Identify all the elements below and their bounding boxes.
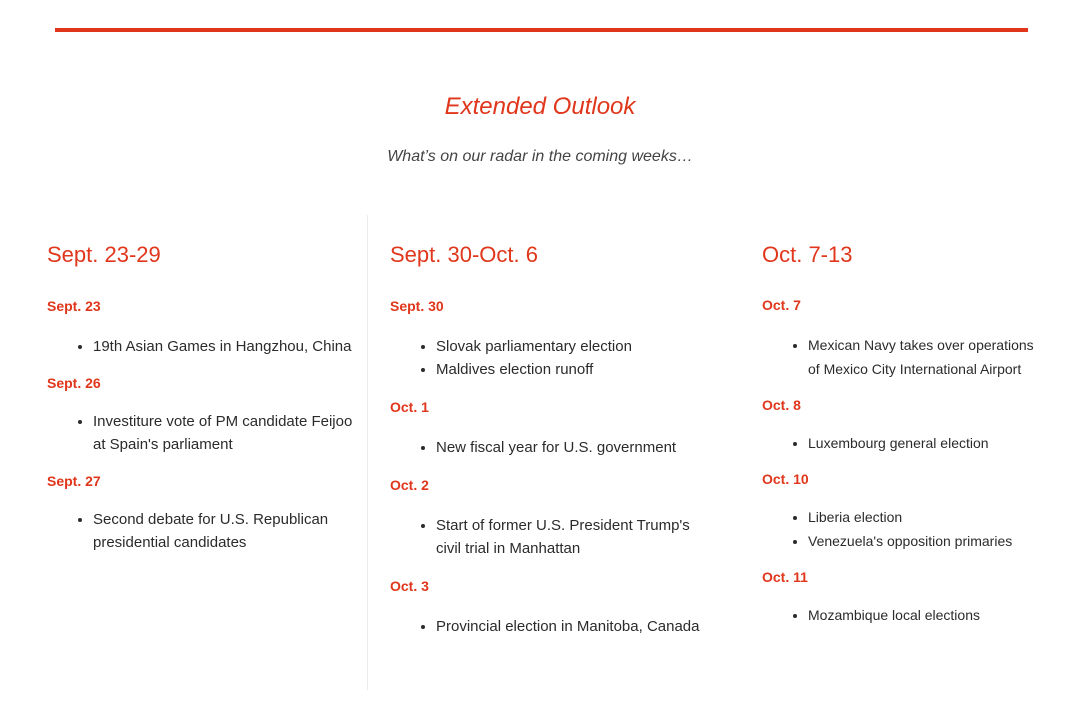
event-item: • 19th Asian Games in Hangzhou, China	[93, 335, 353, 358]
event-item: • Liberia election	[808, 505, 1062, 529]
week-column-oct-7-13	[762, 240, 1062, 627]
top-divider-rule	[55, 28, 1028, 32]
day-heading: Sept. 30	[390, 298, 444, 314]
event-item: • Mozambique local elections	[808, 603, 1062, 627]
day-heading: Oct. 11	[762, 569, 808, 585]
event-list	[47, 508, 353, 554]
day-heading: Oct. 2	[390, 477, 429, 493]
event-list	[390, 335, 730, 381]
event-list	[47, 410, 353, 456]
week-heading: Sept. 23-29	[47, 242, 161, 267]
event-item: • Mexican Navy takes over operations of Mexico City International Airport	[808, 333, 1038, 381]
day-heading: Oct. 3	[390, 578, 429, 594]
day-heading: Sept. 27	[47, 473, 101, 489]
section-title: Extended Outlook	[444, 93, 636, 120]
event-item: • Slovak parliamentary election	[436, 335, 730, 358]
event-list	[762, 505, 1062, 553]
event-item: • Investiture vote of PM candidate Feijoo at Spain's parliament	[93, 410, 353, 456]
column-divider	[367, 215, 368, 690]
week-heading: Oct. 7-13	[762, 242, 853, 267]
event-list	[762, 603, 1062, 627]
week-heading: Sept. 30-Oct. 6	[390, 242, 538, 267]
section-subtitle: What’s on our radar in the coming weeks…	[387, 148, 693, 165]
day-heading: Oct. 1	[390, 399, 429, 415]
day-heading: Oct. 8	[762, 397, 801, 413]
day-heading: Oct. 10	[762, 471, 809, 487]
week-column-sept-30-oct-6	[390, 240, 730, 638]
event-item: • Luxembourg general election	[808, 431, 1062, 455]
day-heading: Sept. 26	[47, 375, 101, 391]
event-item: • Provincial election in Manitoba, Canada	[436, 615, 706, 638]
event-item: • Venezuela's opposition primaries	[808, 529, 1062, 553]
day-heading: Oct. 7	[762, 297, 801, 313]
event-item: • Maldives election runoff	[436, 358, 730, 381]
event-list	[47, 335, 353, 358]
day-heading: Sept. 23	[47, 298, 101, 314]
event-item: • New fiscal year for U.S. government	[436, 436, 730, 459]
event-list	[762, 333, 1038, 381]
event-item: • Start of former U.S. President Trump's civil trial in Manhattan	[436, 514, 706, 560]
event-list	[390, 436, 730, 459]
event-list	[762, 431, 1062, 455]
week-column-sept-23-29	[47, 240, 352, 554]
event-list	[390, 514, 706, 560]
event-item: • Second debate for U.S. Republican presidential candidates	[93, 508, 353, 554]
event-list	[390, 615, 706, 638]
